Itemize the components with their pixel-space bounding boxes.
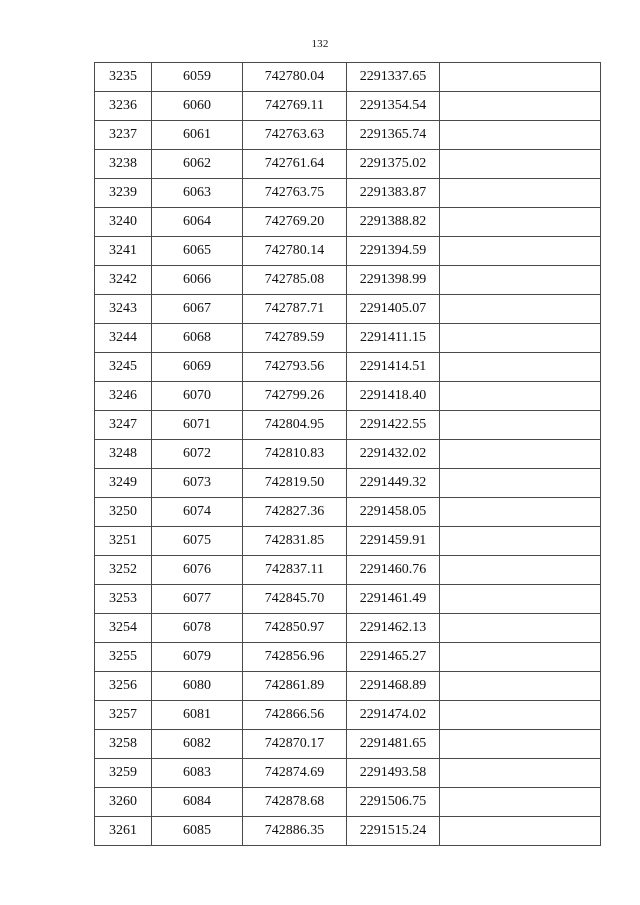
table-row: [95, 788, 601, 817]
row-index-cell: 3255: [95, 643, 152, 672]
note-cell: [440, 121, 601, 150]
point-id-cell: 6080: [152, 672, 243, 701]
point-id-cell: 6076: [152, 556, 243, 585]
table-row: [95, 92, 601, 121]
point-id-cell: 6084: [152, 788, 243, 817]
y-coordinate-cell: 2291459.91: [347, 527, 440, 556]
y-coordinate-cell: 2291465.27: [347, 643, 440, 672]
point-id-cell: 6072: [152, 440, 243, 469]
point-id-cell: 6061: [152, 121, 243, 150]
row-index-cell: 3259: [95, 759, 152, 788]
coordinates-table: [94, 62, 601, 846]
note-cell: [440, 353, 601, 382]
y-coordinate-cell: 2291418.40: [347, 382, 440, 411]
x-coordinate-cell: 742769.20: [243, 208, 347, 237]
table-row: [95, 237, 601, 266]
note-cell: [440, 585, 601, 614]
y-coordinate-cell: 2291375.02: [347, 150, 440, 179]
row-index-cell: 3257: [95, 701, 152, 730]
row-index-cell: 3243: [95, 295, 152, 324]
point-id-cell: 6074: [152, 498, 243, 527]
x-coordinate-cell: 742850.97: [243, 614, 347, 643]
point-id-cell: 6064: [152, 208, 243, 237]
table-row: [95, 817, 601, 846]
table-row: [95, 382, 601, 411]
note-cell: [440, 324, 601, 353]
point-id-cell: 6075: [152, 527, 243, 556]
x-coordinate-cell: 742874.69: [243, 759, 347, 788]
table-row: [95, 353, 601, 382]
point-id-cell: 6069: [152, 353, 243, 382]
point-id-cell: 6071: [152, 411, 243, 440]
y-coordinate-cell: 2291337.65: [347, 63, 440, 92]
row-index-cell: 3260: [95, 788, 152, 817]
x-coordinate-cell: 742819.50: [243, 469, 347, 498]
point-id-cell: 6079: [152, 643, 243, 672]
x-coordinate-cell: 742804.95: [243, 411, 347, 440]
note-cell: [440, 556, 601, 585]
point-id-cell: 6070: [152, 382, 243, 411]
point-id-cell: 6060: [152, 92, 243, 121]
note-cell: [440, 614, 601, 643]
table-row: [95, 121, 601, 150]
note-cell: [440, 701, 601, 730]
note-cell: [440, 92, 601, 121]
x-coordinate-cell: 742787.71: [243, 295, 347, 324]
table-row: [95, 469, 601, 498]
table-row: [95, 730, 601, 759]
y-coordinate-cell: 2291405.07: [347, 295, 440, 324]
y-coordinate-cell: 2291493.58: [347, 759, 440, 788]
point-id-cell: 6062: [152, 150, 243, 179]
row-index-cell: 3256: [95, 672, 152, 701]
point-id-cell: 6083: [152, 759, 243, 788]
note-cell: [440, 208, 601, 237]
x-coordinate-cell: 742780.04: [243, 63, 347, 92]
x-coordinate-cell: 742827.36: [243, 498, 347, 527]
row-index-cell: 3235: [95, 63, 152, 92]
y-coordinate-cell: 2291432.02: [347, 440, 440, 469]
row-index-cell: 3251: [95, 527, 152, 556]
note-cell: [440, 498, 601, 527]
y-coordinate-cell: 2291506.75: [347, 788, 440, 817]
note-cell: [440, 266, 601, 295]
table-row: [95, 208, 601, 237]
row-index-cell: 3248: [95, 440, 152, 469]
row-index-cell: 3261: [95, 817, 152, 846]
row-index-cell: 3252: [95, 556, 152, 585]
row-index-cell: 3240: [95, 208, 152, 237]
note-cell: [440, 237, 601, 266]
table-row: [95, 614, 601, 643]
y-coordinate-cell: 2291383.87: [347, 179, 440, 208]
y-coordinate-cell: 2291394.59: [347, 237, 440, 266]
table-row: [95, 179, 601, 208]
x-coordinate-cell: 742789.59: [243, 324, 347, 353]
note-cell: [440, 440, 601, 469]
note-cell: [440, 730, 601, 759]
point-id-cell: 6063: [152, 179, 243, 208]
note-cell: [440, 527, 601, 556]
row-index-cell: 3250: [95, 498, 152, 527]
y-coordinate-cell: 2291398.99: [347, 266, 440, 295]
row-index-cell: 3254: [95, 614, 152, 643]
table-row: [95, 440, 601, 469]
x-coordinate-cell: 742780.14: [243, 237, 347, 266]
y-coordinate-cell: 2291388.82: [347, 208, 440, 237]
y-coordinate-cell: 2291461.49: [347, 585, 440, 614]
table-row: [95, 556, 601, 585]
note-cell: [440, 643, 601, 672]
table-row: [95, 759, 601, 788]
note-cell: [440, 63, 601, 92]
x-coordinate-cell: 742810.83: [243, 440, 347, 469]
row-index-cell: 3253: [95, 585, 152, 614]
point-id-cell: 6082: [152, 730, 243, 759]
x-coordinate-cell: 742866.56: [243, 701, 347, 730]
note-cell: [440, 672, 601, 701]
point-id-cell: 6081: [152, 701, 243, 730]
row-index-cell: 3245: [95, 353, 152, 382]
row-index-cell: 3247: [95, 411, 152, 440]
table-body: [95, 63, 601, 846]
point-id-cell: 6066: [152, 266, 243, 295]
y-coordinate-cell: 2291515.24: [347, 817, 440, 846]
row-index-cell: 3237: [95, 121, 152, 150]
note-cell: [440, 411, 601, 440]
note-cell: [440, 150, 601, 179]
row-index-cell: 3239: [95, 179, 152, 208]
table-row: [95, 643, 601, 672]
table-row: [95, 672, 601, 701]
table-row: [95, 63, 601, 92]
x-coordinate-cell: 742769.11: [243, 92, 347, 121]
x-coordinate-cell: 742763.63: [243, 121, 347, 150]
note-cell: [440, 759, 601, 788]
note-cell: [440, 469, 601, 498]
row-index-cell: 3236: [95, 92, 152, 121]
y-coordinate-cell: 2291468.89: [347, 672, 440, 701]
row-index-cell: 3244: [95, 324, 152, 353]
y-coordinate-cell: 2291414.51: [347, 353, 440, 382]
point-id-cell: 6067: [152, 295, 243, 324]
y-coordinate-cell: 2291422.55: [347, 411, 440, 440]
x-coordinate-cell: 742831.85: [243, 527, 347, 556]
x-coordinate-cell: 742793.56: [243, 353, 347, 382]
x-coordinate-cell: 742785.08: [243, 266, 347, 295]
point-id-cell: 6073: [152, 469, 243, 498]
x-coordinate-cell: 742845.70: [243, 585, 347, 614]
x-coordinate-cell: 742856.96: [243, 643, 347, 672]
point-id-cell: 6077: [152, 585, 243, 614]
y-coordinate-cell: 2291474.02: [347, 701, 440, 730]
table-row: [95, 411, 601, 440]
page-number: 132: [311, 38, 329, 50]
row-index-cell: 3249: [95, 469, 152, 498]
note-cell: [440, 382, 601, 411]
table-row: [95, 527, 601, 556]
point-id-cell: 6085: [152, 817, 243, 846]
note-cell: [440, 788, 601, 817]
y-coordinate-cell: 2291411.15: [347, 324, 440, 353]
y-coordinate-cell: 2291449.32: [347, 469, 440, 498]
y-coordinate-cell: 2291365.74: [347, 121, 440, 150]
row-index-cell: 3242: [95, 266, 152, 295]
x-coordinate-cell: 742799.26: [243, 382, 347, 411]
x-coordinate-cell: 742886.35: [243, 817, 347, 846]
point-id-cell: 6078: [152, 614, 243, 643]
x-coordinate-cell: 742837.11: [243, 556, 347, 585]
table-row: [95, 150, 601, 179]
x-coordinate-cell: 742870.17: [243, 730, 347, 759]
point-id-cell: 6068: [152, 324, 243, 353]
x-coordinate-cell: 742861.89: [243, 672, 347, 701]
row-index-cell: 3241: [95, 237, 152, 266]
y-coordinate-cell: 2291462.13: [347, 614, 440, 643]
note-cell: [440, 295, 601, 324]
y-coordinate-cell: 2291458.05: [347, 498, 440, 527]
row-index-cell: 3238: [95, 150, 152, 179]
note-cell: [440, 179, 601, 208]
y-coordinate-cell: 2291481.65: [347, 730, 440, 759]
point-id-cell: 6065: [152, 237, 243, 266]
point-id-cell: 6059: [152, 63, 243, 92]
table-row: [95, 266, 601, 295]
x-coordinate-cell: 742761.64: [243, 150, 347, 179]
table-row: [95, 498, 601, 527]
row-index-cell: 3258: [95, 730, 152, 759]
y-coordinate-cell: 2291354.54: [347, 92, 440, 121]
table-row: [95, 701, 601, 730]
row-index-cell: 3246: [95, 382, 152, 411]
x-coordinate-cell: 742878.68: [243, 788, 347, 817]
note-cell: [440, 817, 601, 846]
y-coordinate-cell: 2291460.76: [347, 556, 440, 585]
table-row: [95, 324, 601, 353]
x-coordinate-cell: 742763.75: [243, 179, 347, 208]
table-row: [95, 295, 601, 324]
table-row: [95, 585, 601, 614]
